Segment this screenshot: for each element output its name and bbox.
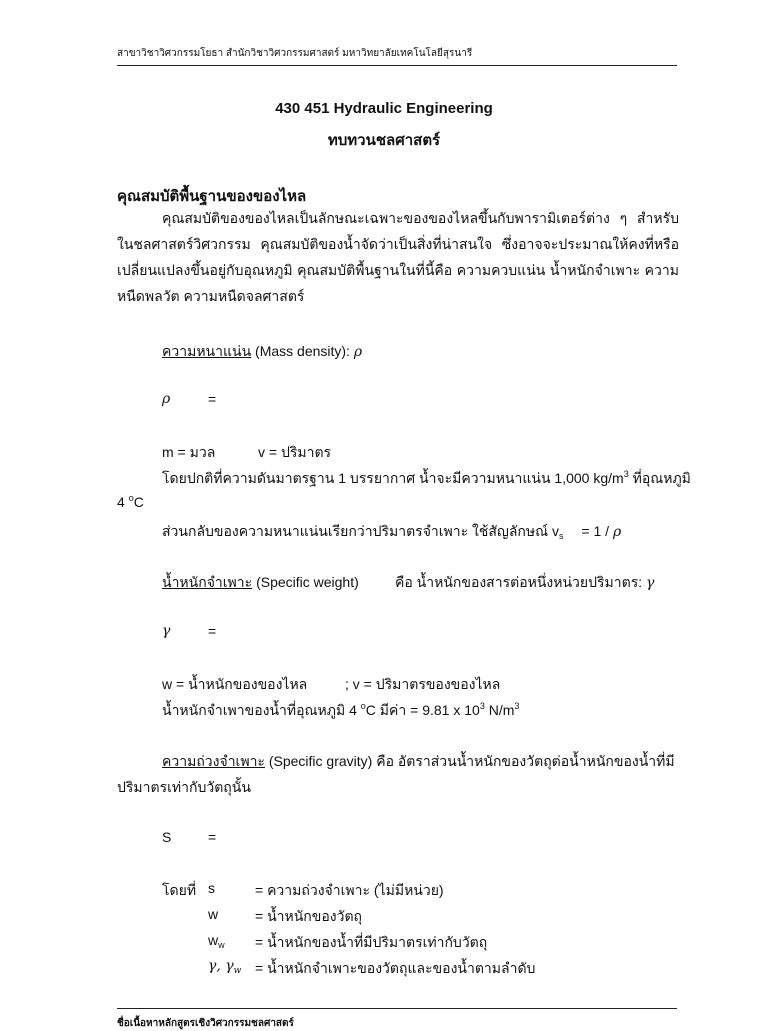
- footer-text: ชื่อเนื้อหาหลักสูตรเชิงวิศวกรรมชลศาสตร์: [117, 1018, 294, 1029]
- volume-definition: v = ปริมาตร: [258, 444, 332, 460]
- temp-value: 4: [117, 494, 129, 510]
- water-weight-a: น้ำหนักจำเพาของน้ำที่อุณหภูมิ 4: [162, 702, 361, 718]
- def-symbol-ww-base: w: [208, 932, 219, 948]
- weight-term: น้ำหนักจำเพาะ: [162, 574, 253, 590]
- weight-english: (Specific weight): [256, 574, 359, 590]
- section-heading: คุณสมบัติพื้นฐานของของไหล: [117, 188, 307, 205]
- water-weight-exp: 3: [479, 701, 485, 711]
- water-density-text: โดยปกติที่ความดันมาตรฐาน 1 บรรยากาศ น้ำจะมีความหนาแน่น 1,000 kg/m: [162, 470, 624, 486]
- gamma-pair: [208, 958, 241, 974]
- running-header: สาขาวิชาวิศวกรรมโยธา สำนักวิชาวิศวกรรมศาสตร์ มหาวิทยาลัยเทคโนโลยีสุรนารี: [117, 48, 473, 59]
- def-symbol-w: w: [208, 906, 219, 922]
- gravity-eq-equals: =: [208, 829, 217, 845]
- water-weight-line: [162, 700, 519, 722]
- specific-volume-text: ส่วนกลับของความหนาแน่นเรียกว่าปริมาตรจำเพาะ ใช้สัญลักษณ์ v: [162, 523, 560, 539]
- header-rule: [117, 65, 677, 66]
- water-weight-c: N/m: [484, 702, 515, 718]
- water-weight-m3: 3: [514, 701, 520, 711]
- gravity-english: (Specific gravity): [268, 753, 373, 769]
- course-title: 430 451 Hydraulic Engineering: [275, 100, 493, 117]
- gamma-w-symbol: γ: [225, 958, 234, 974]
- weight-description: [395, 572, 654, 594]
- gravity-desc-2: ปริมาตรเท่ากับวัตถุนั้น: [117, 779, 251, 795]
- thai-title: ทบทวนชลศาสตร์: [327, 132, 441, 149]
- weight-v-definition: ; v = ปริมาตรของของไหล: [345, 676, 501, 692]
- gamma-definition: = น้ำหนักจำเพาะของวัตถุและของน้ำตามลำดับ: [255, 960, 536, 976]
- density-eq-symbol: ρ: [162, 391, 171, 407]
- specific-volume-sub: s: [559, 531, 564, 541]
- weight-eq-equals: =: [208, 623, 217, 639]
- def-text-ww: = น้ำหนักของน้ำที่มีปริมาตรเท่ากับวัตถุ: [255, 934, 488, 950]
- density-eq-equals: =: [208, 391, 217, 407]
- weight-eq-symbol: γ: [162, 623, 171, 639]
- specific-volume-rho: ρ: [612, 524, 622, 540]
- mass-definition: m = มวล: [162, 444, 216, 460]
- footer-rule: [117, 1008, 677, 1009]
- water-density-end: ที่อุณหภูมิ: [628, 470, 691, 486]
- gamma-w-sub: w: [233, 966, 242, 976]
- temp-unit: C: [133, 494, 144, 510]
- gravity-term: ความถ่วงจำเพาะ: [162, 753, 265, 769]
- water-temperature: [117, 494, 144, 510]
- gravity-heading: [162, 751, 675, 773]
- def-text-w: = น้ำหนักของวัตถุ: [255, 908, 363, 924]
- gamma-symbol: γ: [646, 575, 655, 591]
- def-symbol-s: s: [208, 880, 215, 896]
- intro-paragraph: คุณสมบัติของของไหลเป็นลักษณะเฉพาะของของไหลขึ้นกับพารามิเตอร์ต่าง ๆ สำหรับในชลศาสตร์วิศวกรรม คุณสมบัติของน้ำจัดว่าเป็นสิ่งที่น่าสนใจ ซึ่งอาจจะประมาณให้คงที่หรือเปลี่ยนแปลงขึ้นอยู่กับอุณหภูมิ คุณสมบัติพื้นฐานในที่นี้คือ ความควบแน่น น้ำหนักจำเพาะ ความหนืดพลวัต ความหนืดจลศาสตร์: [117, 210, 679, 304]
- def-text-s: = ความถ่วงจำเพาะ (ไม่มีหน่วย): [255, 882, 444, 898]
- water-weight-degree: o: [360, 701, 366, 711]
- cubic-sup: 3: [623, 469, 629, 479]
- weight-heading: [162, 572, 359, 594]
- degree-sup: o: [128, 493, 134, 503]
- water-density-line: [162, 468, 691, 490]
- gravity-eq-symbol: S: [162, 829, 172, 845]
- rho-symbol: ρ: [353, 344, 363, 360]
- density-heading: [162, 341, 362, 363]
- specific-volume-eq: = 1 /: [581, 523, 610, 539]
- water-weight-b: C มีค่า = 9.81 x 10: [365, 702, 480, 718]
- weight-w-definition: w = น้ำหนักของของไหล: [162, 676, 308, 692]
- gamma-pair-first: γ,: [208, 958, 221, 974]
- gravity-desc-1: คือ อัตราส่วนน้ำหนักของวัตถุต่อน้ำหนักของน้ำที่มี: [376, 753, 675, 769]
- where-label: โดยที่: [162, 882, 197, 898]
- def-symbol-ww-sub: w: [218, 940, 225, 950]
- density-term: ความหนาแน่น: [162, 343, 252, 359]
- def-symbol-ww: [208, 932, 225, 948]
- weight-desc-text: คือ น้ำหนักของสารต่อหนึ่งหน่วยปริมาตร:: [395, 574, 643, 590]
- specific-volume-line: [162, 521, 621, 543]
- density-english: (Mass density):: [255, 343, 350, 359]
